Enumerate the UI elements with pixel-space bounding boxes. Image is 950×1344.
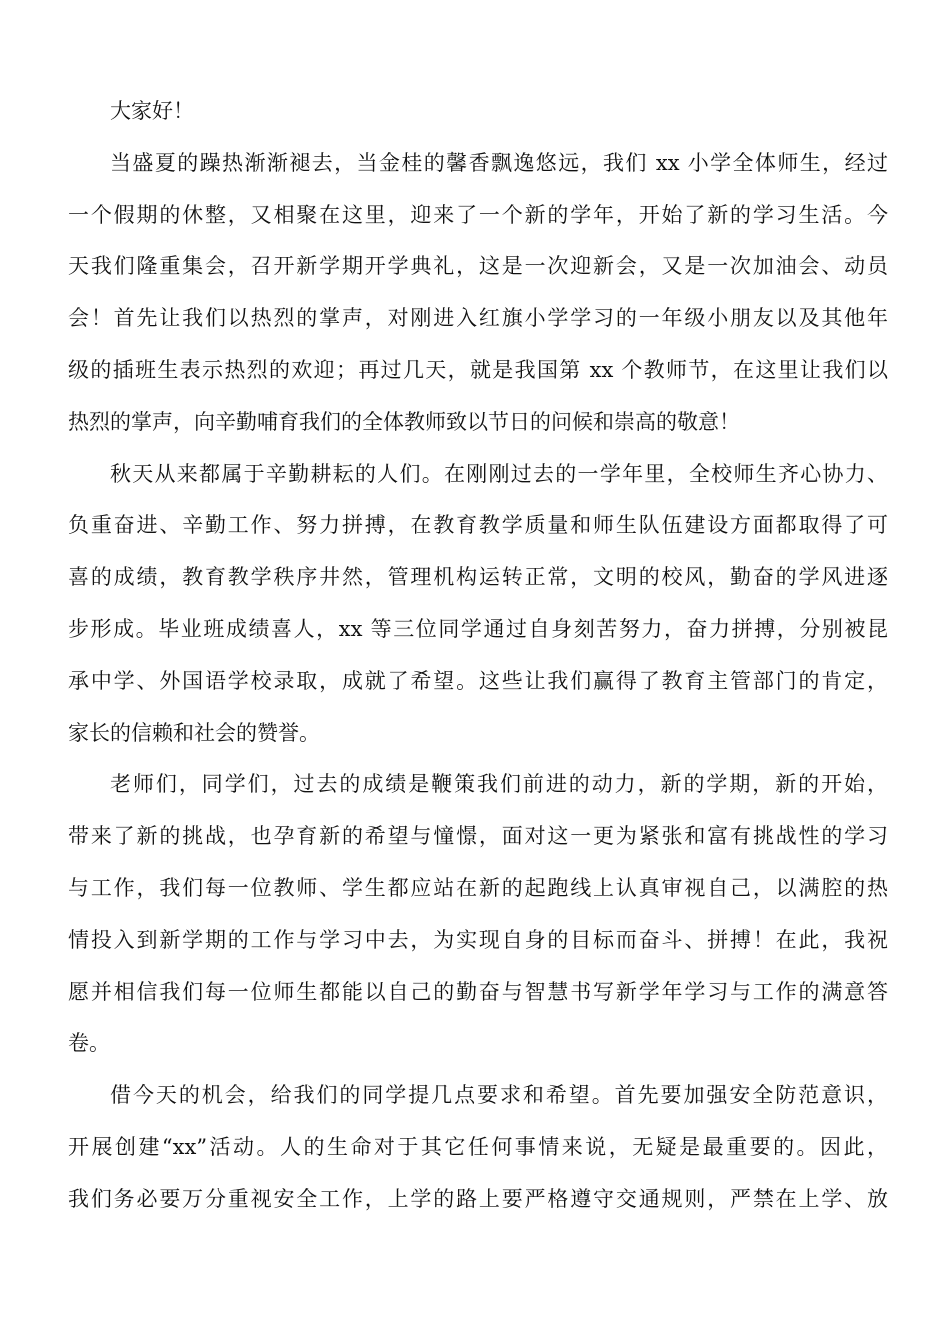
paragraph-line: 秋天从来都属于辛勤耕耘的人们。在刚刚过去的一学年里，全校师生齐心协力、 xyxy=(110,461,888,486)
paragraph-line: 愿并相信我们每一位师生都能以自己的勤奋与智慧书写新学年学习与工作的满意答 xyxy=(68,979,888,1004)
paragraph-line: 开展创建“xx”活动。人的生命对于其它任何事情来说，无疑是最重要的。因此， xyxy=(68,1134,888,1159)
paragraph-line: 步形成。毕业班成绩喜人，xx 等三位同学通过自身刻苦努力，奋力拼搏，分别被昆 xyxy=(68,616,888,641)
paragraph-line: 我们务必要万分重视安全工作，上学的路上要严格遵守交通规则，严禁在上学、放 xyxy=(68,1186,888,1211)
paragraph-line: 级的插班生表示热烈的欢迎；再过几天，就是我国第 xx 个教师节，在这里让我们以 xyxy=(68,357,888,382)
paragraph-1 xyxy=(68,138,888,449)
paragraph-line: 借今天的机会，给我们的同学提几点要求和希望。首先要加强安全防范意识， xyxy=(110,1083,888,1108)
paragraph-line: 天我们隆重集会，召开新学期开学典礼，这是一次迎新会，又是一次加油会、动员 xyxy=(68,254,888,279)
document-body xyxy=(68,86,888,1226)
paragraph-line: 热烈的掌声，向辛勤哺育我们的全体教师致以节日的问候和崇高的敬意！ xyxy=(68,409,740,434)
paragraph-line: 喜的成绩，教育教学秩序井然，管理机构运转正常，文明的校风，勤奋的学风进逐 xyxy=(68,565,888,590)
paragraph-4 xyxy=(68,1070,888,1225)
paragraph-line: 家长的信赖和社会的赞誉。 xyxy=(68,720,320,745)
paragraph-line: 承中学、外国语学校录取，成就了希望。这些让我们赢得了教育主管部门的肯定， xyxy=(68,668,888,693)
paragraph-2 xyxy=(68,449,888,760)
paragraph-line: 卷。 xyxy=(68,1031,110,1056)
paragraph-line: 一个假期的休整，又相聚在这里，迎来了一个新的学年，开始了新的学习生活。今 xyxy=(68,202,888,227)
paragraph-3 xyxy=(68,759,888,1070)
paragraph-line: 老师们，同学们，过去的成绩是鞭策我们前进的动力，新的学期，新的开始， xyxy=(110,772,888,797)
paragraph-line: 负重奋进、辛勤工作、努力拼搏，在教育教学质量和师生队伍建设方面都取得了可 xyxy=(68,513,888,538)
paragraph-line: 当盛夏的躁热渐渐褪去，当金桂的馨香飘逸悠远，我们 xx 小学全体师生，经过 xyxy=(110,150,888,175)
greeting-line: 大家好！ xyxy=(110,99,194,123)
paragraph-line: 情投入到新学期的工作与学习中去，为实现自身的目标而奋斗、拼搏！在此，我祝 xyxy=(68,927,888,952)
paragraph-line: 会！首先让我们以热烈的掌声，对刚进入红旗小学学习的一年级小朋友以及其他年 xyxy=(68,306,888,331)
paragraph-line: 带来了新的挑战，也孕育新的希望与憧憬，面对这一更为紧张和富有挑战性的学习 xyxy=(68,824,888,849)
paragraph-line: 与工作，我们每一位教师、学生都应站在新的起跑线上认真审视自己，以满腔的热 xyxy=(68,875,888,900)
